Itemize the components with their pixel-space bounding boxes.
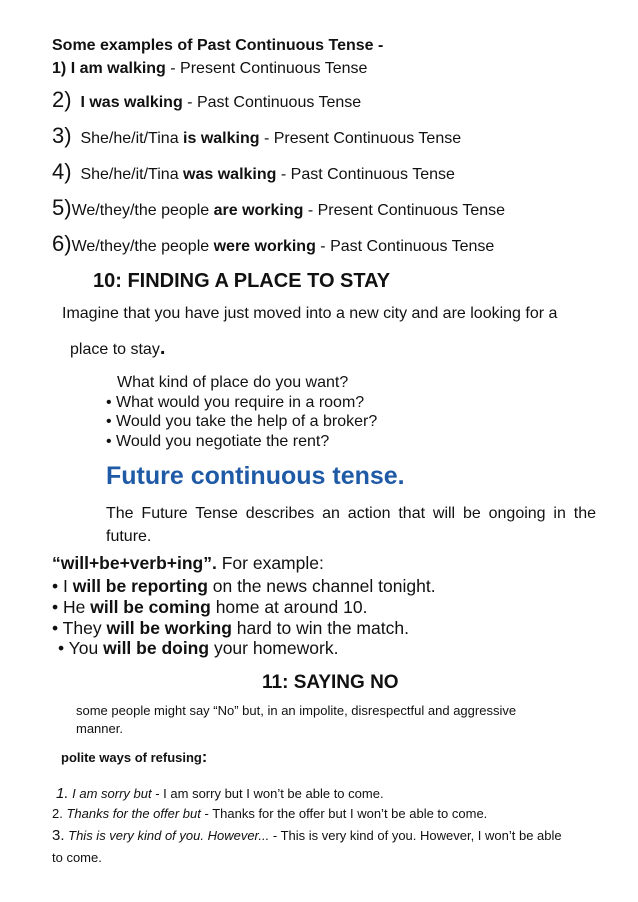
example-number: 5) (52, 195, 72, 220)
example-number: 3) (52, 123, 72, 148)
question-2: • What would you require in a room? (106, 394, 365, 411)
example-tense: - Past Continuous Tense (320, 238, 495, 255)
future-formula: “will+be+verb+ing”. (52, 553, 217, 573)
refusal-phrase: Thanks for the offer but (66, 806, 201, 821)
past-example-1 (52, 60, 367, 78)
example-subject: She/he/it/Tina (80, 166, 179, 183)
example-number: 2) (52, 87, 72, 112)
section-10-intro-line2 (70, 337, 165, 360)
question-3: • Would you take the help of a broker? (106, 413, 378, 430)
future-heading: Future continuous tense. (106, 462, 405, 490)
section-11-intro: some people might say “No” but, in an impolite, disrespectful and aggressive manner. (76, 703, 517, 736)
example-verb: are working (213, 202, 304, 219)
future-example-1 (52, 576, 436, 597)
example-tense: - Past Continuous Tense (187, 94, 362, 111)
question-4: • Would you negotiate the rent? (106, 433, 330, 450)
example-number: 1) (52, 60, 67, 77)
example-verb: is walking (183, 130, 260, 147)
example-subject: We/they/the people (71, 238, 210, 255)
past-example-5 (52, 195, 505, 221)
refusal-3-continuation: to come. (52, 850, 102, 865)
past-example-2 (52, 87, 361, 113)
past-example-3 (52, 123, 461, 149)
refusal-phrase: I am sorry but (72, 786, 152, 801)
future-formula-line (52, 553, 324, 574)
example-verb: will be reporting (72, 576, 208, 596)
section-10-intro-line1: Imagine that you have just moved into a new city and are looking for a (62, 305, 558, 322)
example-subject: • He (52, 597, 86, 617)
past-example-6 (52, 231, 494, 257)
future-description: The Future Tense describes an action that will be ongoing in the future. (106, 505, 596, 545)
example-rest: your homework. (213, 638, 339, 658)
example-tense: - Present Continuous Tense (170, 60, 368, 77)
example-subject: She/he/it/Tina (80, 130, 179, 147)
example-verb: was walking (183, 166, 277, 183)
refusal-rest: - Thanks for the offer but I won’t be able to come. (204, 806, 488, 821)
future-example-2 (52, 597, 367, 618)
polite-ways-text: polite ways of refusing (61, 750, 202, 765)
future-formula-after: For example: (221, 553, 324, 573)
example-subject: • You (58, 638, 99, 658)
example-rest: on the news channel tonight. (212, 576, 436, 596)
section-10-heading: 10: FINDING A PLACE TO STAY (93, 270, 391, 292)
example-verb: will be working (106, 618, 232, 638)
past-section-title: Some examples of Past Continuous Tense - (52, 37, 384, 54)
example-verb: will be doing (103, 638, 210, 658)
question-1: What kind of place do you want? (117, 374, 349, 391)
intro-period: . (159, 337, 166, 359)
polite-ways-colon: : (201, 749, 208, 766)
section-11-heading: 11: SAYING NO (262, 672, 399, 693)
example-number: 4) (52, 159, 72, 184)
future-example-4 (58, 638, 338, 659)
refusal-number: 1. (56, 785, 69, 802)
example-tense: - Past Continuous Tense (280, 166, 455, 183)
refusal-rest: - This is very kind of you. However, I won’t be able (272, 828, 562, 843)
refusal-number: 3. (52, 827, 65, 844)
future-example-3 (52, 618, 409, 639)
intro-text: place to stay (70, 341, 160, 358)
refusal-phrase: This is very kind of you. However... (68, 828, 270, 843)
example-verb: I am walking (70, 60, 166, 77)
example-verb: were working (213, 238, 316, 255)
refusal-3 (52, 827, 562, 844)
example-tense: - Present Continuous Tense (307, 202, 506, 219)
past-example-4 (52, 159, 455, 185)
example-subject: We/they/the people (71, 202, 210, 219)
polite-ways-heading (61, 749, 207, 767)
example-rest: hard to win the match. (236, 618, 409, 638)
example-rest: home at around 10. (215, 597, 368, 617)
refusal-number: 2. (52, 806, 63, 821)
example-number: 6) (52, 231, 72, 256)
example-subject: • They (52, 618, 102, 638)
refusal-rest: - I am sorry but I won’t be able to come. (155, 786, 384, 801)
example-tense: - Present Continuous Tense (263, 130, 462, 147)
refusal-1 (56, 785, 384, 802)
example-verb: I was walking (80, 94, 183, 111)
example-verb: will be coming (90, 597, 211, 617)
refusal-2 (52, 806, 487, 821)
example-subject: • I (52, 576, 68, 596)
